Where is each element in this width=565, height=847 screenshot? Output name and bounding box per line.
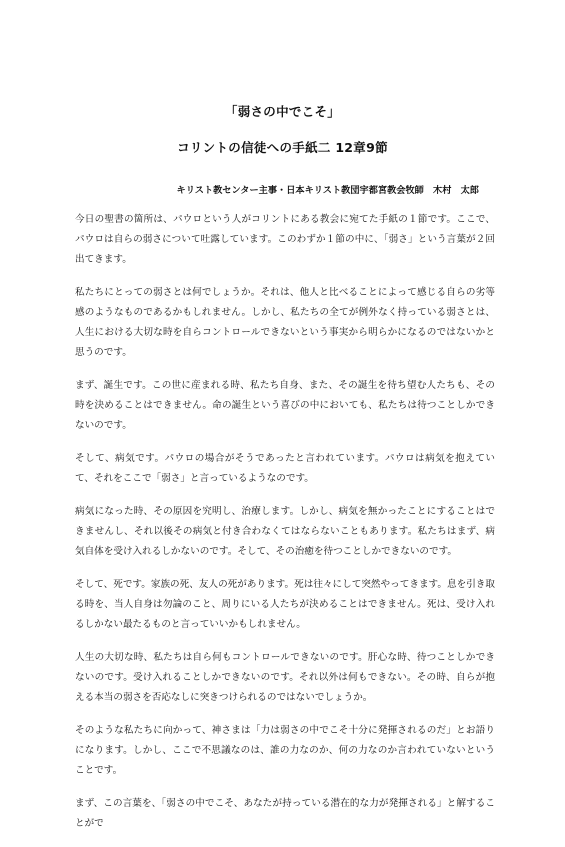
author-line: キリスト教センター主事・日本キリスト教団宇都宮教会牧師 木村 太郎: [176, 185, 479, 196]
paragraph: 今日の聖書の箇所は、パウロという人がコリントにある教会に宛てた手紙の１節です。ここで、パウロは自らの弱さについて吐露しています。このわずか１節の中に、「弱さ」という言葉が２回出てきます。: [75, 214, 495, 265]
paragraph: そして、病気です。パウロの場合がそうであったと言われています。パウロは病気を抱えていて、それをここで「弱さ」と言っているようなのです。: [75, 453, 495, 484]
paragraph: 病気になった時、その原因を究明し、治療します。しかし、病気を無かったことにすることはできませんし、それ以後その病気と付き合わなくてはならないこともあります。私たちはまず、病気自体を受け入れるしかないのです。そして、その治癒を待つことしかできないのです。: [75, 506, 495, 557]
paragraph: 私たちにとっての弱さとは何でしょうか。それは、他人と比べることによって感じる自らの劣等感のようなものであるかもしれません。しかし、私たちの全てが例外なく持っている弱さとは、人生における大切な時を自らコントロールできないという事実から明らかになるのではないかと思うのです。: [75, 287, 495, 358]
sermon-title: 「弱さの中でこそ」: [224, 104, 341, 119]
sermon-body: [75, 210, 495, 847]
paragraph: そして、死です。家族の死、友人の死があります。死は往々にして突然やってきます。息を引き取る時を、当人自身は勿論のこと、周りにいる人たちが決めることはできません。死は、受け入れるしかない最たるものと言っていいかもしれません。: [75, 579, 495, 630]
paragraph: まず、誕生です。この世に産まれる時、私たち自身、また、その誕生を待ち望む人たちも、その時を決めることはできません。命の誕生という喜びの中においても、私たちは待つことしかできないのです。: [75, 380, 495, 431]
paragraph: 人生の大切な時、私たちは自ら何もコントロールできないのです。肝心な時、待つことしかできないのです。受け入れることしかできないのです。それ以外は何もできない。その時、自らが抱える本当の弱さを否応なしに突きつけられるのではないでしょうか。: [75, 652, 495, 703]
scripture-reference: コリントの信徒への手紙二 12章9節: [177, 140, 388, 155]
paragraph: まず、この言葉を、「弱さの中でこそ、あなたが持っている潜在的な力が発揮される」と解することがで: [75, 798, 495, 829]
paragraph: そのような私たちに向かって、神さまは「力は弱さの中でこそ十分に発揮されるのだ」とお語りになります。しかし、ここで不思議なのは、誰の力なのか、何の力なのか言われていないということです。: [75, 725, 495, 776]
